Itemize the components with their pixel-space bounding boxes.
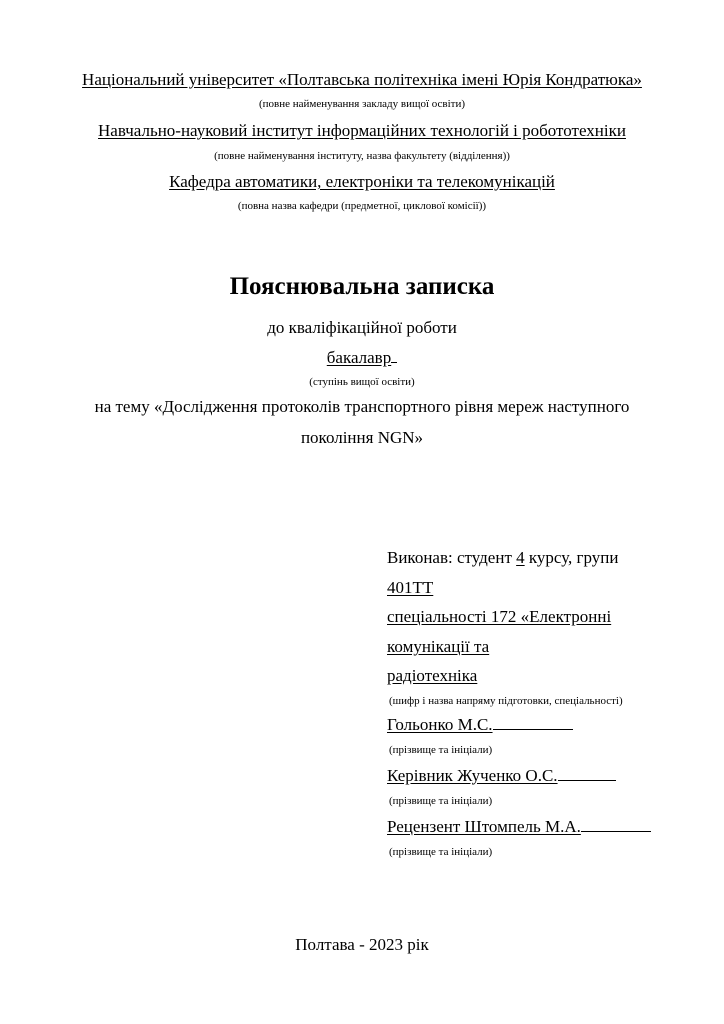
supervisor-signature xyxy=(387,766,616,786)
reviewer-caption: (прізвище та ініціали) xyxy=(389,846,493,858)
performed-prefix: Виконав: студент xyxy=(387,548,517,567)
document-subtitle: до кваліфікаційної роботи xyxy=(267,318,457,337)
student-signature-line xyxy=(493,715,573,730)
department-name: Кафедра автоматики, електроніки та телекомунікацій xyxy=(169,172,555,191)
reviewer-signature xyxy=(387,817,651,837)
university-caption: (повне найменування закладу вищої освіти) xyxy=(258,98,466,110)
course-number: 4 xyxy=(516,548,525,567)
supervisor-caption: (прізвище та ініціали) xyxy=(389,795,493,807)
degree-text: бакалавр xyxy=(326,348,392,367)
university-name: Національний університет «Полтавська політехніка імені Юрія Кондратюка» xyxy=(82,70,642,89)
specialty-line-3: радіотехніка xyxy=(387,666,478,685)
specialty-line-2: комунікації та xyxy=(387,637,490,656)
document-title: Пояснювальна записка xyxy=(229,273,495,300)
institute-caption: (повне найменування інституту, назва факультету (відділення)) xyxy=(214,150,510,162)
department-caption: (повна назва кафедри (предметної, циклової комісії)) xyxy=(237,200,487,212)
reviewer-name: Рецензент Штомпель М.А. xyxy=(387,817,581,836)
degree-caption: (ступінь вищої освіти) xyxy=(309,376,415,388)
degree-value xyxy=(0,348,724,368)
student-signature xyxy=(387,715,573,735)
supervisor-signature-line xyxy=(558,766,616,781)
performed-suffix: курсу, групи xyxy=(524,548,619,567)
degree-underline xyxy=(391,348,397,363)
institute-name: Навчально-науковий інститут інформаційних технологій і робототехніки xyxy=(98,121,626,140)
student-caption: (прізвище та ініціали) xyxy=(389,744,493,756)
group-value: 401ТТ xyxy=(387,578,434,597)
city-year: Полтава - 2023 рік xyxy=(295,935,429,954)
reviewer-signature-line xyxy=(581,817,651,832)
topic-line-1: на тему «Дослідження протоколів транспортного рівня мереж наступного xyxy=(94,397,630,416)
topic-line-2: покоління NGN» xyxy=(300,428,424,447)
student-name: Гольонко М.С. xyxy=(387,715,493,734)
performed-by xyxy=(387,548,618,568)
specialty-line-1: спеціальності 172 «Електронні xyxy=(387,607,612,626)
supervisor-name: Керівник Жученко О.С. xyxy=(387,766,558,785)
specialty-caption: (шифр і назва напряму підготовки, спеціальності) xyxy=(389,695,623,707)
